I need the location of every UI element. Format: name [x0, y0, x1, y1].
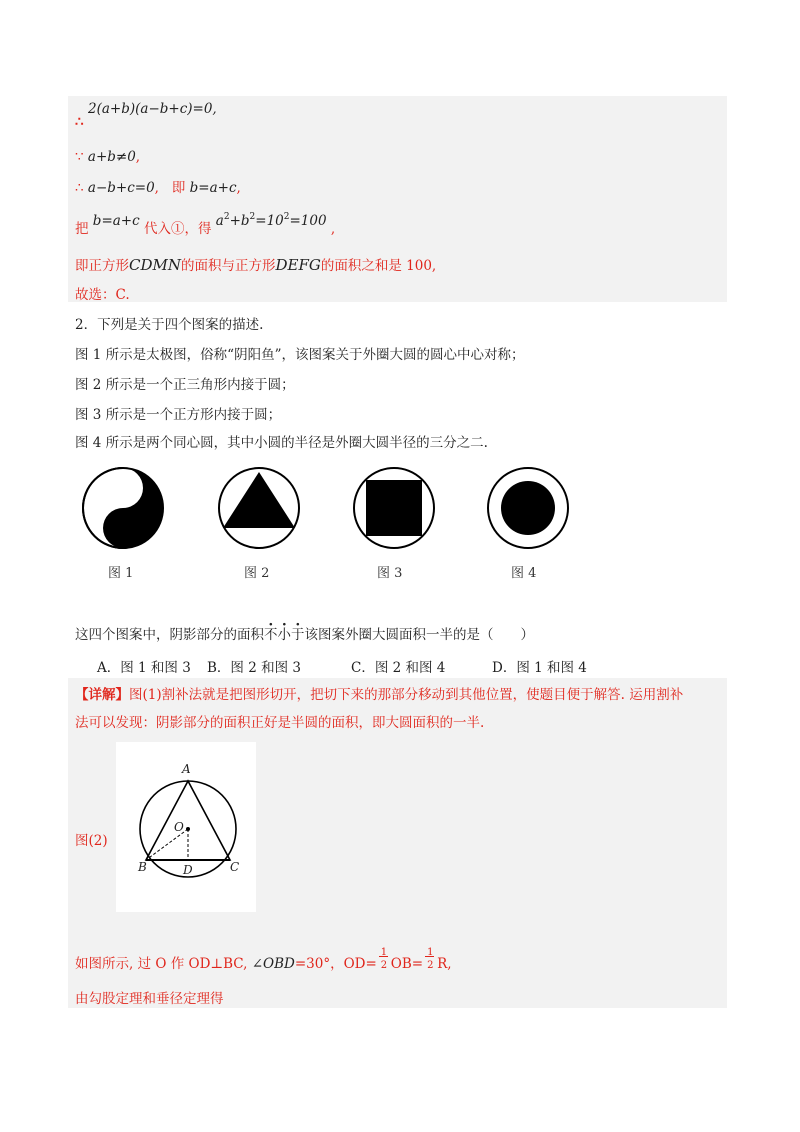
description-2: 图 2 所示是一个正三角形内接于圆； [75, 377, 295, 393]
figure-caption-1: 图 1 [108, 566, 134, 581]
point-d-label: D [183, 863, 193, 877]
figure-caption-2: 图 2 [244, 566, 270, 581]
option-b: B．图 2 和图 3 [207, 660, 301, 676]
choice-line: 故选：C. [75, 287, 130, 303]
because-line: ∵ a+b≠0, [75, 149, 141, 165]
concentric-circles-figure [481, 466, 575, 550]
detail-line-2: 法可以发现：阴影部分的面积正好是半圆的面积，即大圆面积的一半. [75, 715, 485, 731]
description-1: 图 1 所示是太极图，俗称“阴阳鱼”，该图案关于外圈大圆的圆心中心对称； [75, 347, 525, 363]
therefore-symbol: ∴ [75, 114, 84, 130]
triangle-in-circle-figure [212, 466, 306, 550]
point-b-label: B [138, 860, 147, 874]
equation-line: 2(a+b)(a−b+c)=0, [88, 101, 217, 117]
description-4: 图 4 所示是两个同心圆，其中小圆的半径是外圈大圆半径的三分之二. [75, 435, 488, 451]
detail-last-line: 由勾股定理和垂径定理得 [75, 991, 224, 1007]
figure-caption-4: 图 4 [511, 566, 537, 581]
point-c-label: C [230, 860, 240, 874]
ruler-line: 如图所示, 过 O 作 OD⊥BC, ∠OBD=30°，OD= 1 2 OB= 1 2 R, [75, 947, 452, 972]
point-o-label: O [174, 820, 184, 834]
description-3: 图 3 所示是一个正方形内接于圆； [75, 407, 282, 423]
figure-2-image [116, 742, 256, 912]
point-a-label: A [182, 762, 191, 776]
yin-yang-figure [76, 466, 170, 550]
option-a: A．图 1 和图 3 [97, 660, 191, 676]
option-c: C．图 2 和图 4 [351, 660, 446, 676]
conclusion-line: 即正方形CDMN的面积与正方形DEFG的面积之和是 100, [75, 256, 437, 274]
question-stem: 2．下列是关于四个图案的描述. [75, 317, 264, 333]
therefore-line: ∴ a−b+c=0, 即 b=a+c, [75, 180, 241, 196]
substitute-line: 把 b=a+c 代入①，得 $a^2+b^2=10^2=100$ , [75, 212, 336, 237]
square-in-circle-figure [347, 466, 441, 550]
figure-2-label: 图(2) [75, 833, 108, 849]
detail-line-1: 【详解】图(1)割补法就是把图形切开，把切下来的那部分移动到其他位置，使题目便于解答. 运用割补 [75, 687, 684, 703]
question-ask: 这四个图案中，阴影部分的面积不小于该图案外圈大圆面积一半的是（ ） [75, 627, 534, 643]
figure-caption-3: 图 3 [377, 566, 403, 581]
option-d: D．图 1 和图 4 [492, 660, 587, 676]
